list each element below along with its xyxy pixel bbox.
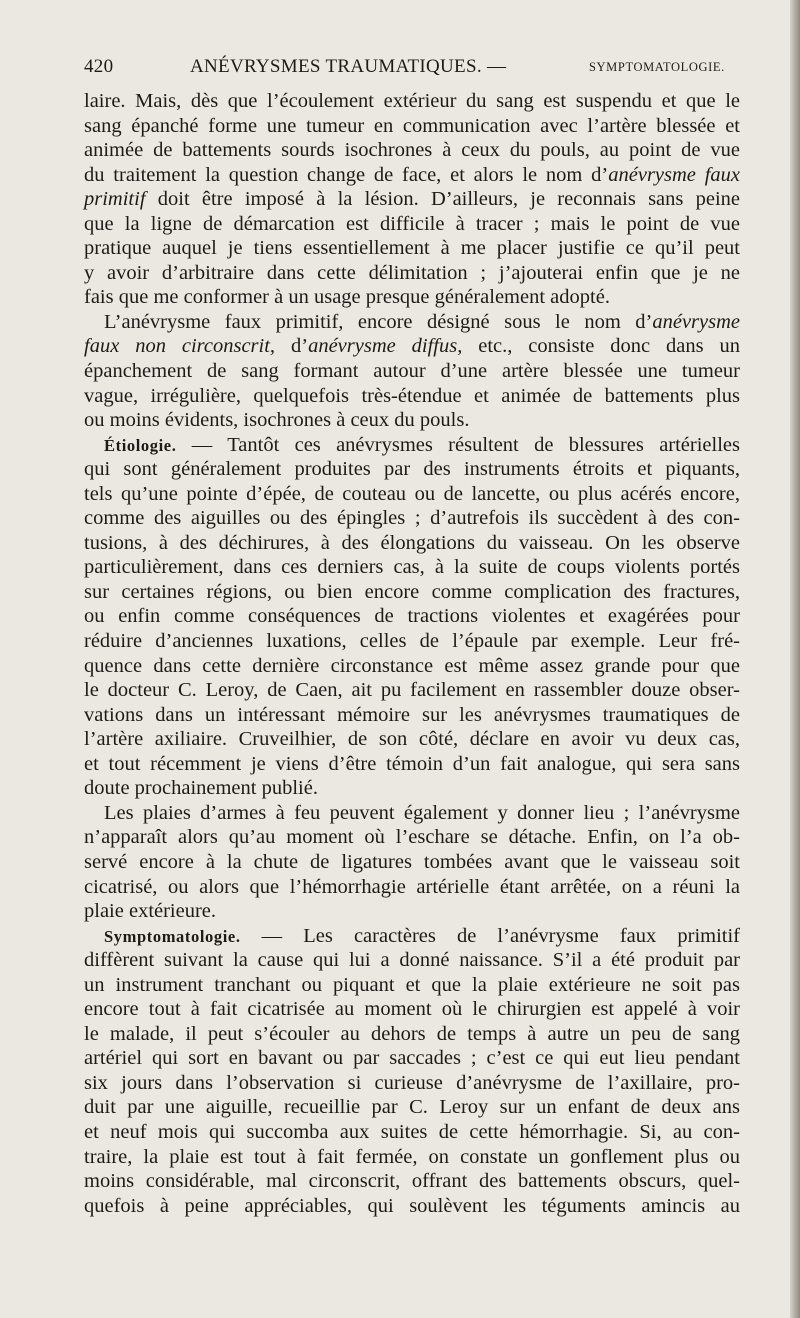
text-line — [84, 850, 740, 875]
text-run: d’ — [275, 335, 309, 358]
text-run: sang épanché forme une tumeur en communication avec l’artère blessée et — [84, 114, 740, 137]
text-run: et tout récemment je viens d’être témoin d’un fait analogue, qui sera sans — [84, 752, 740, 775]
text-run: moins considérable, mal circonscrit, offrant des battements obscurs, quel- — [84, 1170, 740, 1193]
text-line — [84, 776, 740, 801]
text-run: y avoir d’arbitraire dans cette délimitation ; j’ajouterai enfin que je ne — [84, 261, 740, 284]
text-run: six jours dans l’observation si curieuse d’anévrysme de l’axillaire, pro- — [84, 1071, 740, 1094]
text-line — [84, 433, 740, 458]
text-line — [84, 825, 740, 850]
text-line — [84, 1120, 740, 1145]
text-line — [84, 948, 740, 973]
text-line — [84, 924, 740, 949]
text-run: — Tantôt ces anévrysmes résultent de blessures artérielles — [176, 433, 740, 456]
text-run: qui sont généralement produites par des instruments étroits et piquants, — [84, 458, 740, 481]
text-run: laire. Mais, dès que l’écoulement extérieur du sang est suspendu et que le — [84, 90, 740, 112]
text-line — [84, 163, 740, 188]
text-run: servé encore à la chute de ligatures tombées avant que le vaisseau soit — [84, 850, 740, 873]
text-run: n’apparaît alors qu’au moment où l’eschare se détache. Enfin, on l’a ob- — [84, 826, 740, 849]
text-line — [84, 334, 740, 359]
italic-term: anévrysme faux — [608, 163, 740, 186]
italic-term: anévrysme diffus, — [308, 335, 463, 358]
text-run: ou moins évidents, isochrones à ceux du pouls. — [84, 409, 470, 432]
text-run: vations dans un intéressant mémoire sur les anévrysmes traumatiques de — [84, 703, 740, 726]
text-run: tusions, à des déchirures, à des élongations du vaisseau. On les observe — [84, 531, 740, 554]
text-run: — Les caractères de l’anévrysme faux primitif — [240, 924, 740, 947]
text-line — [84, 752, 740, 777]
text-run: particulièrement, dans ces derniers cas, à la suite de coups violents portés — [84, 556, 740, 579]
text-line — [84, 138, 740, 163]
text-line — [84, 899, 740, 924]
text-line — [84, 1194, 740, 1219]
text-run: quence dans cette dernière circonstance est même assez grande pour que — [84, 654, 740, 677]
italic-term: primitif — [84, 188, 146, 211]
text-line — [84, 555, 740, 580]
text-line — [84, 703, 740, 728]
text-line — [84, 310, 740, 335]
page-number: 420 — [84, 56, 114, 77]
running-section: SYMPTOMATOLOGIE. — [589, 60, 725, 74]
text-run: encore tout à fait cicatrisée au moment où le chirurgien est appelé à voir — [84, 998, 740, 1021]
text-line — [84, 801, 740, 826]
text-run: Les plaies d’armes à feu peuvent également y donner lieu ; l’anévrysme — [104, 801, 740, 824]
text-line — [84, 875, 740, 900]
text-line — [84, 727, 740, 752]
text-line — [84, 1169, 740, 1194]
text-run: que la ligne de démarcation est difficile à tracer ; mais le point de vue — [84, 212, 740, 235]
italic-term: faux non circonscrit, — [84, 335, 276, 358]
text-run: duit par une aiguille, recueillie par C. Leroy sur un enfant de deux ans — [84, 1096, 740, 1119]
text-line — [84, 187, 740, 212]
text-line — [84, 261, 740, 286]
text-line — [84, 604, 740, 629]
text-line — [84, 457, 740, 482]
text-run: un instrument tranchant ou piquant et que la plaie extérieure ne soit pas — [84, 973, 740, 996]
text-line — [84, 236, 740, 261]
text-line — [84, 1046, 740, 1071]
text-line — [84, 506, 740, 531]
text-line — [84, 531, 740, 556]
text-run: tels qu’une pointe d’épée, de couteau ou de lancette, ou plus acérés encore, — [84, 482, 740, 505]
text-run: l’artère axiliaire. Cruveilhier, de son côté, déclare en avoir vu deux cas, — [84, 728, 740, 751]
text-run: quefois à peine appréciables, qui soulèvent les téguments amincis au — [84, 1194, 740, 1217]
text-line — [84, 678, 740, 703]
text-line — [84, 482, 740, 507]
text-run: cicatrisé, ou alors que l’hémorrhagie artérielle étant arrêtée, on a réuni la — [84, 875, 740, 898]
text-line — [84, 580, 740, 605]
text-run: épanchement de sang formant autour d’une artère blessée une tumeur — [84, 360, 740, 383]
text-run: doit être imposé à la lésion. D’ailleurs, je reconnais sans peine — [145, 188, 740, 211]
text-line — [84, 973, 740, 998]
text-line — [84, 408, 740, 433]
running-header — [84, 56, 744, 82]
italic-term: anévrysme — [652, 310, 740, 333]
text-run: animée de battements sourds isochrones à ceux du pouls, au point de vue — [84, 139, 740, 162]
text-run: et neuf mois qui succomba aux suites de cette hémorrhagie. Si, au con- — [84, 1120, 740, 1143]
text-line — [84, 654, 740, 679]
text-line — [84, 359, 740, 384]
text-run: le docteur C. Leroy, de Caen, ait pu facilement en rassembler douze obser- — [84, 679, 740, 702]
text-line — [84, 1071, 740, 1096]
text-run: traire, la plaie est tout à fait fermée, on constate un gonflement plus ou — [84, 1145, 740, 1168]
text-line — [84, 629, 740, 654]
text-line — [84, 1145, 740, 1170]
running-title: ANÉVRYSMES TRAUMATIQUES. — — [190, 56, 507, 77]
text-run: ou enfin comme conséquences de tractions violentes et exagérées pour — [84, 605, 740, 628]
text-line — [84, 212, 740, 237]
text-line — [84, 1022, 740, 1047]
page-gutter-shadow — [790, 0, 800, 1318]
text-run: L’anévrysme faux primitif, encore désigné sous le nom d’ — [104, 310, 653, 333]
text-line — [84, 997, 740, 1022]
text-run: le malade, il peut s’écouler au dehors de temps à autre un peu de sang — [84, 1022, 740, 1045]
section-heading: Étiologie. — [104, 435, 177, 455]
text-run: plaie extérieure. — [84, 900, 217, 923]
text-line — [84, 89, 740, 114]
text-run: vague, irrégulière, quelquefois très-étendue et animée de battements plus — [84, 384, 740, 407]
text-run: fais que me conformer à un usage presque généralement adopté. — [84, 286, 610, 309]
text-run: comme des aiguilles ou des épingles ; d’autrefois ils succèdent à des con- — [84, 507, 740, 530]
text-run: du traitement la question change de face, et alors le nom d’ — [84, 163, 609, 186]
text-line — [84, 285, 740, 310]
section-heading: Symptomatologie. — [104, 926, 241, 946]
text-line — [84, 1095, 740, 1120]
text-line — [84, 384, 740, 409]
text-run: diffèrent suivant la cause qui lui a donné naissance. S’il a été produit par — [84, 949, 740, 972]
text-run: doute prochainement publié. — [84, 777, 318, 800]
text-run: etc., consiste donc dans un — [462, 335, 740, 358]
text-run: artériel qui sort en bavant ou par saccades ; c’est ce qui eut lieu pendant — [84, 1047, 740, 1070]
text-run: réduire d’anciennes luxations, celles de l’épaule par exemple. Leur fré- — [84, 630, 740, 653]
text-run: sur certaines régions, ou bien encore comme complication des fractures, — [84, 580, 740, 603]
text-line — [84, 114, 740, 139]
text-run: pratique auquel je tiens essentiellement à me placer justifie ce qu’il peut — [84, 237, 740, 260]
body-text — [84, 89, 740, 1218]
